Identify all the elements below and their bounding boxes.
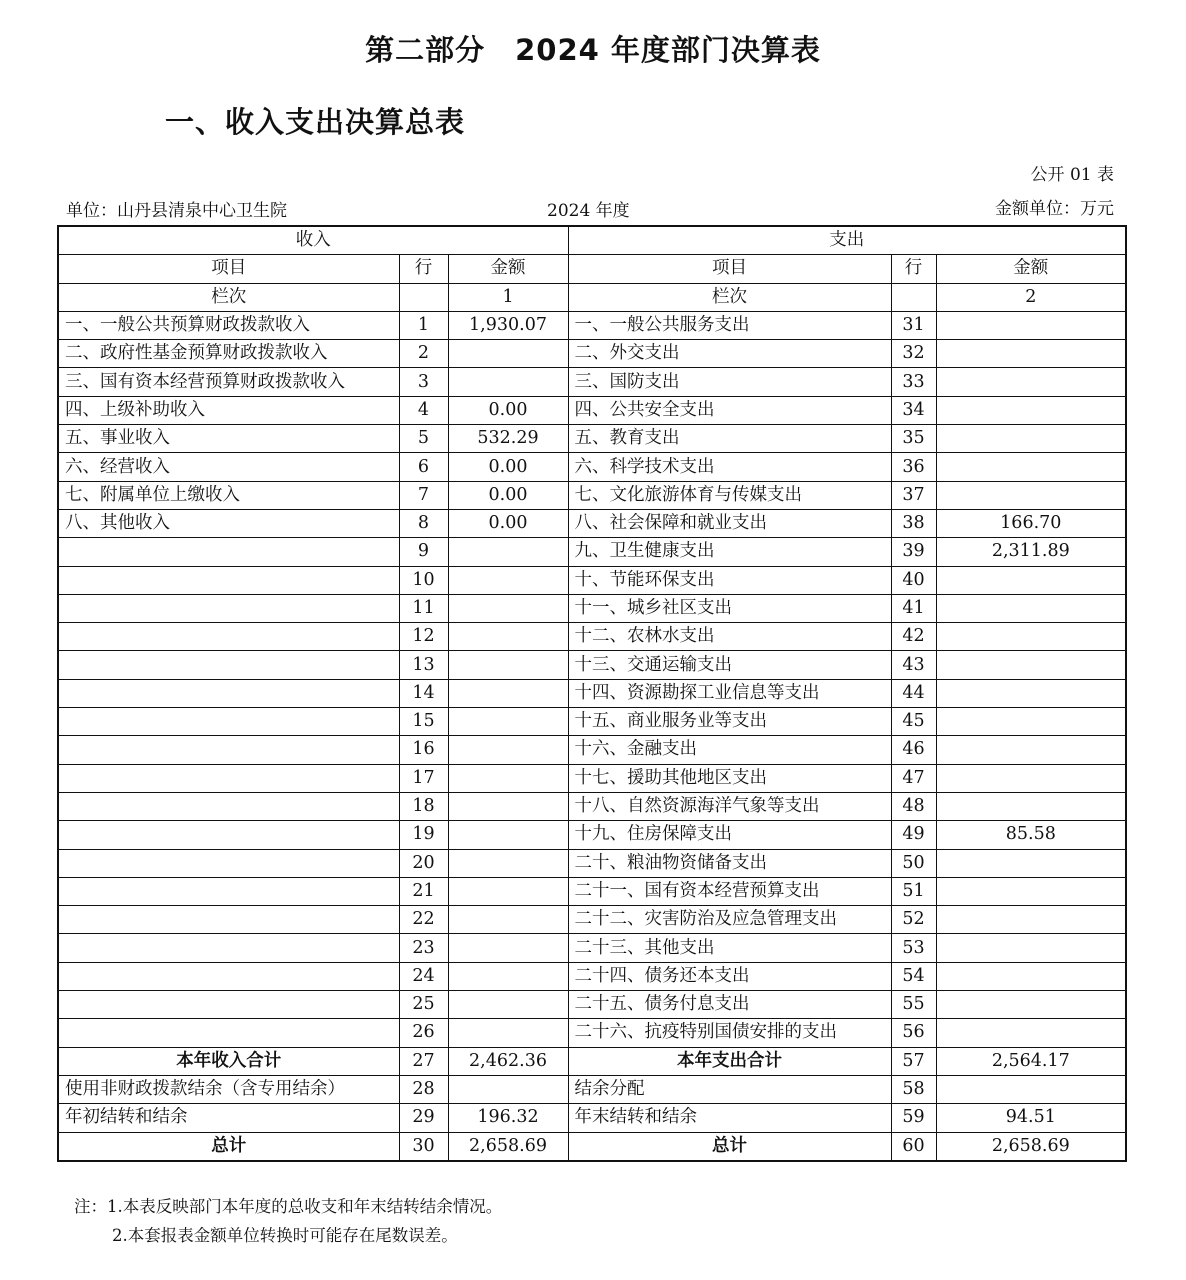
expense-item: 二十六、抗疫特别国债安排的支出 (568, 1019, 891, 1047)
money-unit: 金额单位：万元 (995, 199, 1114, 219)
income-amount (448, 962, 568, 990)
expense-line: 38 (891, 509, 936, 537)
income-item: 六、经营收入 (58, 453, 399, 481)
income-amount (448, 1075, 568, 1103)
income-item (58, 736, 399, 764)
expense-line: 39 (891, 538, 936, 566)
income-line: 11 (399, 594, 448, 622)
expense-col-line: 行 (891, 255, 936, 283)
expense-line: 55 (891, 991, 936, 1019)
income-item (58, 906, 399, 934)
expense-amount (936, 623, 1126, 651)
expense-line: 43 (891, 651, 936, 679)
income-line: 9 (399, 538, 448, 566)
expense-item: 十二、农林水支出 (568, 623, 891, 651)
expense-amount (936, 877, 1126, 905)
expense-item: 年末结转和结余 (568, 1104, 891, 1132)
expense-index-line (891, 283, 936, 311)
expense-line: 31 (891, 311, 936, 339)
income-line: 3 (399, 368, 448, 396)
income-item: 八、其他收入 (58, 509, 399, 537)
income-amount (448, 991, 568, 1019)
income-amount: 2,658.69 (448, 1132, 568, 1161)
income-amount (448, 849, 568, 877)
table-row (58, 623, 1126, 651)
income-item: 一、一般公共预算财政拨款收入 (58, 311, 399, 339)
expense-item: 二十、粮油物资储备支出 (568, 849, 891, 877)
income-line: 25 (399, 991, 448, 1019)
expense-line: 57 (891, 1047, 936, 1075)
income-amount (448, 906, 568, 934)
income-expense-table (57, 225, 1127, 1162)
expense-line: 34 (891, 396, 936, 424)
income-header: 收入 (58, 226, 568, 255)
expense-amount (936, 340, 1126, 368)
expense-item: 十一、城乡社区支出 (568, 594, 891, 622)
unit-label: 单位：山丹县清泉中心卫生院 (66, 201, 287, 221)
table-row (58, 906, 1126, 934)
income-amount (448, 566, 568, 594)
income-amount (448, 538, 568, 566)
income-line: 16 (399, 736, 448, 764)
income-line: 2 (399, 340, 448, 368)
expense-amount (936, 481, 1126, 509)
expense-line: 56 (891, 1019, 936, 1047)
expense-item: 十九、住房保障支出 (568, 821, 891, 849)
summary-row (58, 1047, 1126, 1075)
table-row (58, 481, 1126, 509)
expense-amount (936, 1075, 1126, 1103)
income-item: 总计 (58, 1132, 399, 1161)
column-index-row (58, 283, 1126, 311)
income-item (58, 764, 399, 792)
table-row (58, 538, 1126, 566)
income-line: 1 (399, 311, 448, 339)
income-item (58, 991, 399, 1019)
income-line: 14 (399, 679, 448, 707)
expense-item: 八、社会保障和就业支出 (568, 509, 891, 537)
income-amount (448, 651, 568, 679)
expense-amount (936, 991, 1126, 1019)
expense-col-item: 项目 (568, 255, 891, 283)
column-header-row (58, 255, 1126, 283)
expense-amount: 166.70 (936, 509, 1126, 537)
income-amount (448, 877, 568, 905)
income-line: 20 (399, 849, 448, 877)
income-amount: 0.00 (448, 481, 568, 509)
income-amount: 532.29 (448, 425, 568, 453)
expense-item: 十三、交通运输支出 (568, 651, 891, 679)
expense-amount (936, 764, 1126, 792)
table-row (58, 708, 1126, 736)
income-line: 17 (399, 764, 448, 792)
income-amount (448, 623, 568, 651)
income-item (58, 538, 399, 566)
expense-line: 51 (891, 877, 936, 905)
income-amount: 196.32 (448, 1104, 568, 1132)
expense-line: 42 (891, 623, 936, 651)
table-row (58, 368, 1126, 396)
income-item (58, 566, 399, 594)
income-line: 23 (399, 934, 448, 962)
table-row (58, 934, 1126, 962)
table-row (58, 849, 1126, 877)
expense-item: 十七、援助其他地区支出 (568, 764, 891, 792)
table-row (58, 962, 1126, 990)
income-amount (448, 679, 568, 707)
expense-amount (936, 736, 1126, 764)
expense-line: 59 (891, 1104, 936, 1132)
expense-line: 58 (891, 1075, 936, 1103)
income-col-item: 项目 (58, 255, 399, 283)
expense-item: 本年支出合计 (568, 1047, 891, 1075)
income-amount (448, 368, 568, 396)
income-line: 10 (399, 566, 448, 594)
income-line: 6 (399, 453, 448, 481)
income-index-value: 1 (448, 283, 568, 311)
page-title: 第二部分 2024 年度部门决算表 (365, 33, 821, 67)
income-item (58, 849, 399, 877)
income-item (58, 821, 399, 849)
income-item (58, 708, 399, 736)
expense-item: 二十二、灾害防治及应急管理支出 (568, 906, 891, 934)
income-item: 四、上级补助收入 (58, 396, 399, 424)
income-line: 24 (399, 962, 448, 990)
income-line: 22 (399, 906, 448, 934)
income-line: 28 (399, 1075, 448, 1103)
expense-line: 37 (891, 481, 936, 509)
income-index-line (399, 283, 448, 311)
income-line: 21 (399, 877, 448, 905)
income-line: 18 (399, 792, 448, 820)
income-amount (448, 594, 568, 622)
expense-line: 46 (891, 736, 936, 764)
expense-line: 49 (891, 821, 936, 849)
expense-item: 一、一般公共服务支出 (568, 311, 891, 339)
expense-amount (936, 368, 1126, 396)
expense-line: 50 (891, 849, 936, 877)
income-amount: 0.00 (448, 509, 568, 537)
expense-item: 二十一、国有资本经营预算支出 (568, 877, 891, 905)
expense-amount (936, 906, 1126, 934)
income-item (58, 962, 399, 990)
form-code: 公开 01 表 (1030, 165, 1114, 185)
income-amount: 2,462.36 (448, 1047, 568, 1075)
expense-amount (936, 594, 1126, 622)
income-line: 27 (399, 1047, 448, 1075)
income-item (58, 877, 399, 905)
expense-amount (936, 651, 1126, 679)
income-item (58, 679, 399, 707)
expense-item: 十五、商业服务业等支出 (568, 708, 891, 736)
expense-amount (936, 849, 1126, 877)
expense-amount: 2,311.89 (936, 538, 1126, 566)
summary-row (58, 1075, 1126, 1103)
expense-index-value: 2 (936, 283, 1126, 311)
expense-item: 九、卫生健康支出 (568, 538, 891, 566)
income-index-label: 栏次 (58, 283, 399, 311)
table-row (58, 566, 1126, 594)
expense-item: 十、节能环保支出 (568, 566, 891, 594)
expense-item: 结余分配 (568, 1075, 891, 1103)
income-item: 本年收入合计 (58, 1047, 399, 1075)
expense-amount: 94.51 (936, 1104, 1126, 1132)
expense-item: 三、国防支出 (568, 368, 891, 396)
income-amount (448, 821, 568, 849)
income-col-line: 行 (399, 255, 448, 283)
table-row (58, 877, 1126, 905)
expense-item: 四、公共安全支出 (568, 396, 891, 424)
expense-amount (936, 679, 1126, 707)
expense-amount (936, 708, 1126, 736)
income-line: 8 (399, 509, 448, 537)
expense-amount (936, 453, 1126, 481)
income-item: 年初结转和结余 (58, 1104, 399, 1132)
expense-amount (936, 396, 1126, 424)
table-row (58, 991, 1126, 1019)
table-row (58, 311, 1126, 339)
summary-row (58, 1104, 1126, 1132)
income-line: 15 (399, 708, 448, 736)
income-line: 29 (399, 1104, 448, 1132)
expense-line: 48 (891, 792, 936, 820)
expense-amount (936, 425, 1126, 453)
expense-item: 十六、金融支出 (568, 736, 891, 764)
expense-line: 53 (891, 934, 936, 962)
expense-amount: 2,658.69 (936, 1132, 1126, 1161)
income-amount: 0.00 (448, 453, 568, 481)
expense-amount (936, 934, 1126, 962)
table-row (58, 764, 1126, 792)
expense-item: 二十五、债务付息支出 (568, 991, 891, 1019)
income-line: 19 (399, 821, 448, 849)
fiscal-year: 2024 年度 (547, 201, 630, 221)
income-item (58, 651, 399, 679)
expense-amount (936, 962, 1126, 990)
summary-row (58, 1132, 1126, 1161)
income-item (58, 623, 399, 651)
income-line: 5 (399, 425, 448, 453)
expense-col-amount: 金额 (936, 255, 1126, 283)
expense-amount (936, 311, 1126, 339)
table-row (58, 340, 1126, 368)
notes (74, 1192, 502, 1250)
expense-line: 36 (891, 453, 936, 481)
section-title: 一、收入支出决算总表 (165, 105, 466, 139)
income-amount: 0.00 (448, 396, 568, 424)
income-line: 30 (399, 1132, 448, 1161)
expense-line: 44 (891, 679, 936, 707)
table-row (58, 821, 1126, 849)
expense-amount: 2,564.17 (936, 1047, 1126, 1075)
income-amount (448, 736, 568, 764)
income-amount (448, 340, 568, 368)
table-row (58, 396, 1126, 424)
table-row (58, 651, 1126, 679)
expense-line: 32 (891, 340, 936, 368)
expense-line: 47 (891, 764, 936, 792)
expense-item: 五、教育支出 (568, 425, 891, 453)
expense-item: 六、科学技术支出 (568, 453, 891, 481)
expense-item: 二十三、其他支出 (568, 934, 891, 962)
expense-item: 二十四、债务还本支出 (568, 962, 891, 990)
income-item (58, 1019, 399, 1047)
income-amount: 1,930.07 (448, 311, 568, 339)
income-item: 三、国有资本经营预算财政拨款收入 (58, 368, 399, 396)
income-line: 4 (399, 396, 448, 424)
note-1: 注：1.本表反映部门本年度的总收支和年末结转结余情况。 (74, 1197, 503, 1216)
note-2: 2.本套报表金额单位转换时可能存在尾数误差。 (112, 1226, 458, 1245)
income-amount (448, 708, 568, 736)
table-row (58, 509, 1126, 537)
expense-item: 总计 (568, 1132, 891, 1161)
expense-line: 33 (891, 368, 936, 396)
income-col-amount: 金额 (448, 255, 568, 283)
income-item (58, 934, 399, 962)
table-row (58, 425, 1126, 453)
expense-item: 十八、自然资源海洋气象等支出 (568, 792, 891, 820)
table-row (58, 1019, 1126, 1047)
expense-amount (936, 566, 1126, 594)
income-item (58, 594, 399, 622)
expense-amount: 85.58 (936, 821, 1126, 849)
table-row (58, 792, 1126, 820)
expense-line: 60 (891, 1132, 936, 1161)
expense-header: 支出 (568, 226, 1126, 255)
expense-amount (936, 1019, 1126, 1047)
table-row (58, 679, 1126, 707)
income-item: 二、政府性基金预算财政拨款收入 (58, 340, 399, 368)
expense-item: 七、文化旅游体育与传媒支出 (568, 481, 891, 509)
expense-amount (936, 792, 1126, 820)
table-row (58, 453, 1126, 481)
income-line: 12 (399, 623, 448, 651)
income-item: 使用非财政拨款结余（含专用结余） (58, 1075, 399, 1103)
income-amount (448, 1019, 568, 1047)
income-item: 五、事业收入 (58, 425, 399, 453)
income-line: 7 (399, 481, 448, 509)
section-header-row (58, 226, 1126, 255)
income-amount (448, 934, 568, 962)
income-item (58, 792, 399, 820)
income-line: 26 (399, 1019, 448, 1047)
expense-line: 41 (891, 594, 936, 622)
expense-item: 十四、资源勘探工业信息等支出 (568, 679, 891, 707)
expense-line: 45 (891, 708, 936, 736)
income-amount (448, 792, 568, 820)
expense-item: 二、外交支出 (568, 340, 891, 368)
expense-line: 35 (891, 425, 936, 453)
income-line: 13 (399, 651, 448, 679)
expense-index-label: 栏次 (568, 283, 891, 311)
income-amount (448, 764, 568, 792)
expense-line: 40 (891, 566, 936, 594)
table-row (58, 736, 1126, 764)
table-row (58, 594, 1126, 622)
income-item: 七、附属单位上缴收入 (58, 481, 399, 509)
expense-line: 52 (891, 906, 936, 934)
expense-line: 54 (891, 962, 936, 990)
